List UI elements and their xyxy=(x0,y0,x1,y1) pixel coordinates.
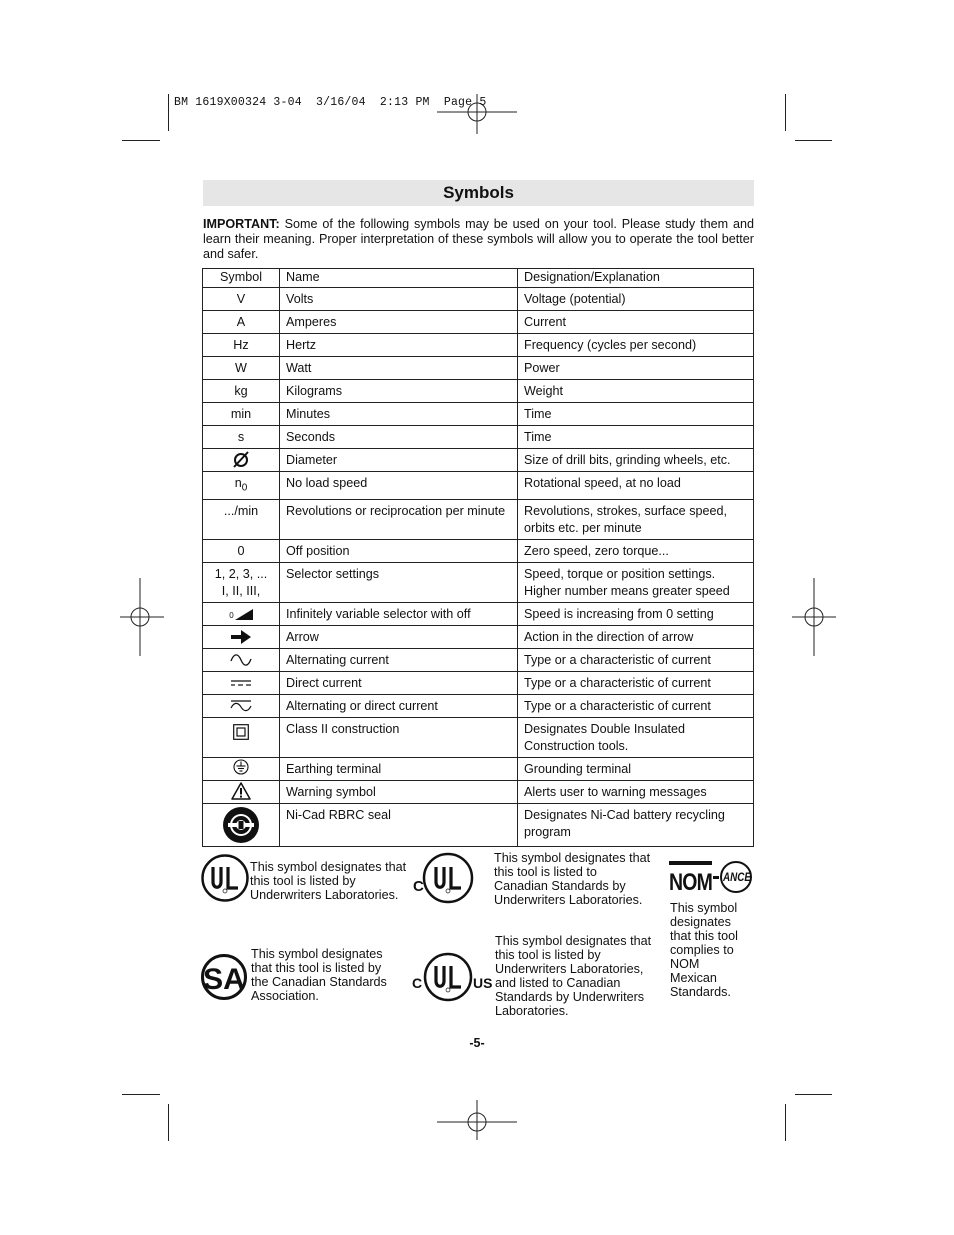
symbol-cell xyxy=(203,694,280,717)
explanation-cell: Type or a characteristic of current xyxy=(518,648,754,671)
name-cell: Selector settings xyxy=(280,562,518,602)
diameter-icon xyxy=(232,450,250,468)
table-row xyxy=(203,426,754,449)
table-row xyxy=(203,671,754,694)
symbol-line-1: 1, 2, 3, ... xyxy=(214,566,268,581)
symbol-line-2: I, II, III, xyxy=(221,583,261,598)
symbol-cell: s xyxy=(203,426,280,449)
symbol-cell xyxy=(203,625,280,648)
symbol-main: n xyxy=(234,476,242,490)
symbol-cell: 0 xyxy=(203,539,280,562)
name-cell: Warning symbol xyxy=(280,780,518,803)
svg-text:NOM: NOM xyxy=(669,869,712,896)
alternating-current-icon xyxy=(230,654,252,666)
svg-text:ANCE: ANCE xyxy=(722,870,752,884)
c-ul-us-listed-text: This symbol designates that this tool is listed by Underwriters Laboratories, and listed to Canadian Standards by Underwriters Laboratories. xyxy=(495,934,652,1018)
explanation-cell: Speed is increasing from 0 setting xyxy=(518,602,754,625)
table-row xyxy=(203,311,754,334)
name-cell: Kilograms xyxy=(280,380,518,403)
name-cell: Diameter xyxy=(280,449,518,472)
variable-selector-icon xyxy=(229,609,252,620)
table-row xyxy=(203,449,754,472)
explanation-cell: Designates Double Insulated Construction tools. xyxy=(518,717,754,757)
symbol-cell xyxy=(203,562,280,602)
explanation-cell: Zero speed, zero torque... xyxy=(518,539,754,562)
table-row xyxy=(203,803,754,846)
wedge-icon xyxy=(235,609,253,620)
explanation-cell: Frequency (cycles per second) xyxy=(518,334,754,357)
ul-listed-text: This symbol designates that this tool is listed by Underwriters Laboratories. xyxy=(250,860,407,902)
name-cell: Minutes xyxy=(280,403,518,426)
explanation-cell: Voltage (potential) xyxy=(518,288,754,311)
table-row xyxy=(203,472,754,500)
table-row xyxy=(203,334,754,357)
ul-listed-icon xyxy=(201,854,249,902)
header-name: Name xyxy=(280,269,518,288)
name-cell: Infinitely variable selector with off xyxy=(280,602,518,625)
svg-text:C: C xyxy=(412,975,423,991)
ac-dc-icon xyxy=(230,699,252,713)
name-cell: Alternating current xyxy=(280,648,518,671)
nom-ance-icon xyxy=(669,859,755,897)
arrow-right-icon xyxy=(231,630,251,644)
symbol-cell: Hz xyxy=(203,334,280,357)
page-number: -5- xyxy=(469,1036,485,1050)
variable-selector-zero: 0 xyxy=(229,610,234,620)
registration-mark-right-icon xyxy=(792,578,836,656)
symbol-cell: .../min xyxy=(203,499,280,539)
explanation-cell: Type or a characteristic of current xyxy=(518,671,754,694)
name-cell: Arrow xyxy=(280,625,518,648)
table-row xyxy=(203,499,754,539)
svg-text:SA: SA xyxy=(203,963,245,996)
name-cell: Off position xyxy=(280,539,518,562)
table-row xyxy=(203,539,754,562)
nom-ance-text: This symbol designates that this tool complies to NOM Mexican Standards. xyxy=(670,901,738,999)
symbol-subscript: 0 xyxy=(241,482,248,494)
header-explanation: Designation/Explanation xyxy=(518,269,754,288)
symbol-cell: W xyxy=(203,357,280,380)
symbol-cell: min xyxy=(203,403,280,426)
name-cell: Direct current xyxy=(280,671,518,694)
explanation-cell: Speed, torque or position settings. Higher number means greater speed xyxy=(518,562,754,602)
explanation-cell: Current xyxy=(518,311,754,334)
explanation-cell: Type or a characteristic of current xyxy=(518,694,754,717)
direct-current-icon xyxy=(230,679,252,687)
csa-listed-icon xyxy=(201,952,247,1002)
name-cell: Revolutions or reciprocation per minute xyxy=(280,499,518,539)
name-cell: Class II construction xyxy=(280,717,518,757)
symbol-cell xyxy=(203,671,280,694)
svg-text:US: US xyxy=(473,975,492,991)
explanation-cell: Weight xyxy=(518,380,754,403)
symbol-cell xyxy=(203,449,280,472)
page-title: Symbols xyxy=(443,183,514,202)
c-ul-listed-text: This symbol designates that this tool is listed to Canadian Standards by Underwriters Laboratories. xyxy=(494,851,651,907)
explanation-cell: Size of drill bits, grinding wheels, etc. xyxy=(518,449,754,472)
name-cell: Alternating or direct current xyxy=(280,694,518,717)
table-row xyxy=(203,357,754,380)
name-cell: Watt xyxy=(280,357,518,380)
explanation-cell: Time xyxy=(518,403,754,426)
symbol-cell: kg xyxy=(203,380,280,403)
table-row xyxy=(203,562,754,602)
table-row xyxy=(203,380,754,403)
explanation-cell: Time xyxy=(518,426,754,449)
warning-triangle-icon xyxy=(231,782,251,800)
csa-listed-text: This symbol designates that this tool is listed by the Canadian Standards Association. xyxy=(251,947,387,1003)
name-cell: Amperes xyxy=(280,311,518,334)
name-cell: Ni-Cad RBRC seal xyxy=(280,803,518,846)
explanation-cell: Grounding terminal xyxy=(518,757,754,780)
symbol-cell xyxy=(203,757,280,780)
symbols-table xyxy=(202,268,754,847)
table-row xyxy=(203,602,754,625)
explanation-cell: Action in the direction of arrow xyxy=(518,625,754,648)
symbol-cell xyxy=(203,803,280,846)
explanation-cell: Power xyxy=(518,357,754,380)
table-row xyxy=(203,648,754,671)
intro-text: Some of the following symbols may be used on your tool. Please study them and learn their meaning. Proper interpretation of these symbols will allow you to operate the tool better and safer. xyxy=(203,217,754,261)
table-row xyxy=(203,780,754,803)
registration-mark-left-icon xyxy=(120,578,164,656)
name-cell: No load speed xyxy=(280,472,518,500)
table-row xyxy=(203,403,754,426)
table-header-row xyxy=(203,269,754,288)
table-row xyxy=(203,625,754,648)
symbol-cell xyxy=(203,648,280,671)
name-cell: Earthing terminal xyxy=(280,757,518,780)
earthing-terminal-icon xyxy=(233,759,249,775)
symbol-cell xyxy=(203,472,280,500)
name-cell: Hertz xyxy=(280,334,518,357)
symbol-cell: A xyxy=(203,311,280,334)
table-row xyxy=(203,757,754,780)
header-symbol: Symbol xyxy=(203,269,280,288)
table-row xyxy=(203,717,754,757)
symbol-cell xyxy=(203,717,280,757)
table-row xyxy=(203,694,754,717)
print-slug: BM 1619X00324 3-04 3/16/04 2:13 PM Page 5 xyxy=(174,96,487,109)
intro-lead: IMPORTANT: xyxy=(203,217,280,231)
table-row xyxy=(203,288,754,311)
explanation-cell: Alerts user to warning messages xyxy=(518,780,754,803)
intro-paragraph xyxy=(203,217,754,262)
explanation-cell: Designates Ni-Cad battery recycling program xyxy=(518,803,754,846)
title-bar xyxy=(203,180,754,206)
svg-text:C: C xyxy=(413,878,424,895)
explanation-cell: Revolutions, strokes, surface speed, orbits etc. per minute xyxy=(518,499,754,539)
name-cell: Seconds xyxy=(280,426,518,449)
explanation-cell: Rotational speed, at no load xyxy=(518,472,754,500)
symbol-cell xyxy=(203,780,280,803)
c-ul-us-listed-icon xyxy=(410,951,492,1003)
rbrc-seal-icon xyxy=(222,806,260,844)
symbol-cell xyxy=(203,602,280,625)
c-ul-listed-icon xyxy=(410,851,474,905)
symbol-cell: V xyxy=(203,288,280,311)
name-cell: Volts xyxy=(280,288,518,311)
registration-mark-bottom-icon xyxy=(437,1100,517,1144)
class-ii-construction-icon xyxy=(233,724,249,740)
